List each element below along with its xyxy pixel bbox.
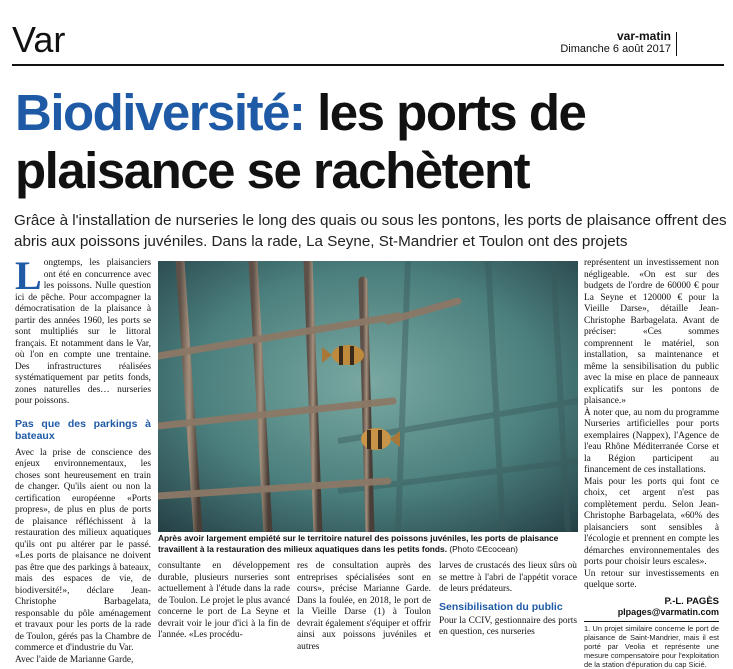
article-headline bbox=[15, 84, 725, 200]
issue-date: Dimanche 6 août 2017 bbox=[560, 43, 671, 55]
body-paragraph-6: représentent un investissement non négligeable. «On est sur des budgets de l'ordre de 60000 € pour La Seyne et 120000 € pour la Vieille Darse», détaille Jean-Christophe Barbagelata. Avant de préciser: «Ces sommes comprennent le matériel, son installation, sa maintenance et même la sensibilisation du public avec la mise en place de panneaux explicatifs sur les pontons de plaisance.» bbox=[584, 258, 719, 406]
headline-main: les ports de plaisance se rachètent bbox=[15, 84, 586, 199]
body-paragraph-9: Un retour sur investissements en quelque sorte. bbox=[584, 568, 719, 590]
header-rule bbox=[12, 64, 724, 66]
column-1 bbox=[15, 253, 151, 666]
body-paragraph-7: À noter que, au nom du programme Nurseries artificielles pour ports exemplaires (Nappex), l'Agence de l'eau Rhône Méditerranée Corse et la Région participent au financement de ces installations. bbox=[584, 407, 719, 475]
footnote: 1. Un projet similaire concerne le port de plaisance de Saint-Mandrier, mais il est porté par Veolia et représente une mesure compensatoire pour l'exploitation de la station d'épuration du cap Sicié. bbox=[584, 623, 719, 669]
footnote-rule bbox=[584, 621, 719, 622]
masthead-divider bbox=[676, 32, 677, 56]
body-paragraph-2: consultante en développement durable, plusieurs nurseries sont actuellement à l'étude dans la rade de Toulon. Le projet le plus avancé concerne le port de La Seyne et devrait voir le jour d'ici à la fin de l'année. «Les procédu- bbox=[158, 561, 290, 640]
column-4 bbox=[439, 561, 577, 639]
body-paragraph-5: Pour la CCIV, gestionnaire des ports en question, ces nurseries bbox=[439, 615, 577, 637]
photo-caption bbox=[158, 533, 578, 555]
column-2 bbox=[158, 561, 290, 642]
drop-cap: L bbox=[15, 253, 42, 298]
article-deck: Grâce à l'installation de nurseries le long des quais ou sous les pontons, les ports de plaisance offrent des abris aux poissons juvéniles. Dans la rade, La Seyne, St-Mandrier et Toulon ont des projets bbox=[14, 212, 727, 250]
author-email[interactable]: plpages@varmatin.com bbox=[617, 607, 719, 617]
body-paragraph-4: larves de crustacés des lieux sûrs où se mettre à l'abri de l'appétit vorace de leurs prédateurs. bbox=[439, 561, 577, 594]
masthead bbox=[560, 30, 671, 56]
author-name: P.-L. PAGÈS bbox=[664, 595, 719, 607]
subhead-sensibilisation: Sensibilisation du public bbox=[439, 600, 563, 613]
subhead-parkings: Pas que des parkings à bateaux bbox=[15, 417, 151, 442]
section-title: Var bbox=[12, 19, 66, 60]
body-paragraph-1-end: Avec l'aide de Marianne Garde, bbox=[15, 654, 134, 665]
intro-paragraph: ongtemps, les plaisanciers ont été en concurrence avec les poissons. Nulle question ici de pêche. Pour accompagner la démocratisation de la plaisance à partir des années 1960, les ports se sont multipliés sur le littoral français. Et notamment dans le Var, où l'on en compte une trentaine. Des infrastructures réalisées systématiquement par petits fonds, zones naturelles des… nurseries pour poissons. bbox=[15, 258, 151, 406]
article-photo bbox=[158, 261, 578, 532]
column-5 bbox=[584, 258, 719, 669]
newspaper-name: var-matin bbox=[616, 29, 671, 43]
headline-kicker: Biodiversité: bbox=[15, 84, 305, 141]
fish-nursery-image bbox=[158, 261, 578, 532]
body-paragraph-8: Mais pour les ports qui font ce choix, cet argent n'est pas complètement perdu. Selon Jean-Christophe Barbagelata, «60% des plaisanciers sont sensibles à l'écologie et prennent en compte les démarches environnementales des ports pour choisir leurs escales». bbox=[584, 476, 719, 567]
body-paragraph-3: res de consultation auprès des entreprises spécialisées sont en cours», précise Marianne Garde. Dans la foulée, en 2018, le port de la Vieille Darse (1) à Toulon devrait également s'équiper et offrir ainsi aux poissons juvéniles et autres bbox=[297, 561, 431, 652]
column-3 bbox=[297, 561, 431, 653]
body-paragraph-1: Avec la prise de conscience des enjeux environnementaux, les choses sont heureusement en train de changer. Qu'ils aient ou non la certification européenne «Ports propres», de plus en plus de ports de plaisance réfléchissent à la restauration des milieux aquatiques qu'ils ont pu altérer par le passé. «Les ports de plaisance ne doivent pas être que des parkings à bateaux, mais des espaces de vie, de biodiversité!», déclare Jean-Christophe Barbagelata, responsable du pôle aménagement et travaux pour les ports de la rade de Toulon, gérés pas la Chambre de commerce et d'industrie du Var. bbox=[15, 447, 151, 653]
caption-text: Après avoir largement empiété sur le territoire naturel des poissons juvéniles, les ports de plaisance travaillent à la restauration des milieux aquatiques dans les petits fonds. bbox=[158, 533, 559, 554]
photo-credit: (Photo ©Ecocean) bbox=[449, 544, 518, 554]
